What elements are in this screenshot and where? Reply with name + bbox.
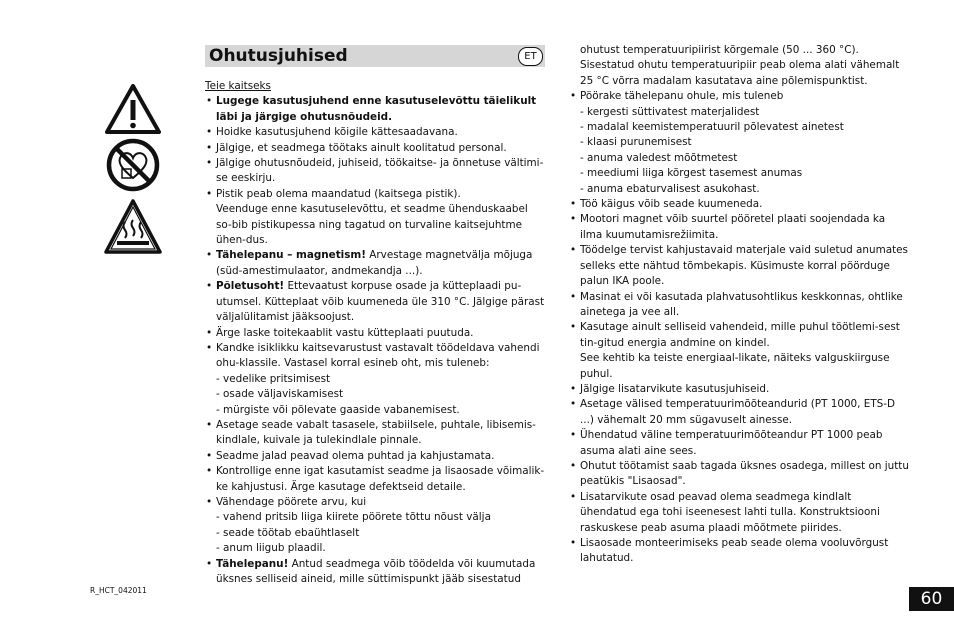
paragraph [569, 166, 909, 181]
body-text: Ohutut töötamist saab tagada üksnes osadega, millest on juttu peatükis "Lisaosad". [580, 459, 909, 488]
warning-triangle-icon [107, 86, 159, 132]
body-text: Lisatarvikute osad peavad olema seadmega kindlalt ühendatud ega tohi iseenesest lahti tulla. Konstruktsiooni raskuskese peab asuma plaadi mõõtmete piirides. [580, 490, 880, 534]
paragraph [205, 541, 545, 556]
emphasis-text: Põletusoht! [216, 280, 285, 293]
paragraph [569, 151, 909, 166]
emphasis-text: Tähelepanu – magnetism! [216, 249, 366, 262]
right-column [569, 43, 909, 567]
body-text: Vähendage pöörete arvu, kui [216, 495, 367, 508]
body-text: - meediumi liiga kõrgest tasemest anumas [580, 167, 803, 180]
bullet-item [205, 141, 545, 156]
body-text: - anum liigub plaadil. [216, 542, 326, 555]
bullet-item [569, 536, 909, 567]
body-text: Mootori magnet võib suurtel pööretel plaati soojendada ka ilma kuumutamisrežiimita. [580, 213, 886, 241]
body-text: Jälgige ohutusnõudeid, juhiseid, töökaitse- ja õnnetuse vältimi-se eeskirju. [216, 157, 544, 185]
body-text: Pöörake tähelepanu ohule, mis tuleneb [580, 90, 784, 103]
paragraph [569, 135, 909, 150]
document-id: R_HCT_042011 [90, 586, 147, 595]
hot-surface-icon [106, 201, 160, 252]
body-text: - anuma valedest mõõtmetest [580, 151, 738, 164]
body-text: Pistik peab olema maandatud (kaitsega pistik). [216, 187, 461, 200]
bullet-item [569, 428, 909, 459]
body-text: - klaasi purunemisest [580, 136, 692, 149]
paragraph [569, 43, 909, 89]
bullet-item [205, 279, 545, 325]
paragraph [569, 351, 909, 382]
bullet-item [569, 490, 909, 536]
bullet-item [569, 290, 909, 321]
body-text: Asetage välised temperatuurimõõteandurid (PT 1000, ETS-D ...) vähemalt 20 mm sügavuselt ainesse. [580, 398, 896, 426]
emphasis-text: Tähelepanu! [216, 557, 289, 570]
paragraph [205, 372, 545, 387]
bullet-item [205, 464, 545, 495]
body-text: - vedelike pritsimisest [216, 372, 331, 385]
body-text: Arvestage magnetvälja mõjuga (süd-amestimulaator, andmekandja ...). [216, 249, 533, 277]
bullet-item [205, 94, 545, 125]
emphasis-text: Lugege kasutusjuhend enne kasutuselevõttu täielikult läbi ja järgige ohutusnõudeid. [216, 95, 537, 123]
body-text: Ühendatud väline temperatuurimõõteandur PT 1000 peab asuma alati aine sees. [580, 429, 883, 457]
bullet-item [569, 243, 909, 289]
body-text: Kontrollige enne igat kasutamist seadme ja lisaosade võimalik-ke kahjustusi. Ärge kasutage defektseid detaile. [216, 465, 545, 493]
bullet-item [205, 187, 545, 202]
page-number: 60 [909, 587, 954, 611]
body-text: Hoidke kasutusjuhend kõigile kättesaadavana. [216, 126, 458, 139]
body-text: Ärge laske toitekaablit vastu kütteplaati puutuda. [216, 326, 474, 339]
bullet-item [569, 397, 909, 428]
bullet-item [569, 89, 909, 104]
body-text: Kasutage ainult selliseid vahendeid, mille puhul töötlemi-sest tin-gitud energia andmine on kindel. [580, 321, 900, 349]
bullet-item [205, 326, 545, 341]
body-text: Antud seadmega võib töödelda või kuumutada üksnes selliseid aineid, mille süttimispunkt jääb sisestatud [216, 557, 536, 585]
section-heading: Teie kaitseks [205, 80, 271, 92]
safety-icons [103, 82, 163, 261]
page-title: Ohutusjuhised [209, 46, 348, 66]
bullet-item [569, 197, 909, 212]
bullet-item [205, 495, 545, 510]
body-text: ohutust temperatuuripiirist kõrgemale (50 ... 360 °C). Sisestatud ohutu temperatuuripiir peab olema alati vähemalt 25 °C võrra madalam kasutatava aine põlemispunktist. [580, 44, 900, 87]
paragraph [569, 105, 909, 120]
paragraph [569, 182, 909, 197]
body-text: Töö käigus võib seade kuumeneda. [580, 198, 763, 211]
bullet-item [205, 418, 545, 449]
body-text: Ettevaatust korpuse osade ja kütteplaadi pu-utumsel. Kütteplaat võib kuumeneda üle 310 °C. Jälgige pärast väljalülitamist jääksoojust. [216, 280, 545, 324]
body-text: Jälgige lisatarvikute kasutusjuhiseid. [580, 382, 770, 395]
body-text: Seadme jalad peavad olema puhtad ja kahjustamata. [216, 449, 495, 462]
bullet-item [569, 459, 909, 490]
paragraph [205, 202, 545, 248]
body-text: Lisaosade monteerimiseks peab seade olema vooluvõrgust lahutatud. [580, 537, 889, 565]
bullet-item [205, 125, 545, 140]
paragraph [205, 526, 545, 541]
body-text: - seade töötab ebaühtlaselt [216, 526, 360, 539]
bullet-item [569, 212, 909, 243]
bullet-item [205, 449, 545, 464]
bullet-item [205, 557, 545, 588]
left-column [205, 79, 545, 587]
body-text: - anuma ebaturvalisest asukohast. [580, 182, 760, 195]
body-text: Masinat ei või kasutada plahvatusohtlikus keskkonnas, ohtlike ainetega ja vee all. [580, 290, 903, 318]
left-column-list [205, 94, 545, 587]
body-text: Jälgige, et seadmega töötaks ainult koolitatud personal. [216, 141, 507, 154]
body-text: - kergesti süttivatest materjalidest [580, 105, 760, 118]
bullet-item [569, 382, 909, 397]
body-text: Töödelge tervist kahjustavaid materjale vaid suletud anumates selleks ette nähtud tõmbekapis. Küsimuste korral pöörduge palun IKA poole. [580, 244, 908, 288]
paragraph [569, 120, 909, 135]
title-bar [205, 45, 545, 67]
paragraph [205, 510, 545, 525]
no-pacemaker-icon [109, 141, 157, 189]
body-text: See kehtib ka teiste energiaal-likate, näiteks valguskiirguse puhul. [580, 352, 890, 380]
body-text: Kandke isiklikku kaitsevarustust vastavalt töödeldava vahendi ohu-klassile. Vastasel korral esineb oht, mis tuleneb: [216, 341, 540, 370]
body-text: - vahend pritsib liiga kiirete pöörete tõttu nõust välja [216, 511, 491, 524]
body-text: - mürgiste või põlevate gaaside vabanemisest. [216, 403, 460, 416]
bullet-item [569, 320, 909, 351]
bullet-item [205, 341, 545, 372]
paragraph [205, 387, 545, 402]
bullet-item [205, 156, 545, 187]
body-text: - osade väljaviskamisest [216, 388, 344, 401]
safety-icons-svg [103, 82, 163, 257]
body-text: Asetage seade vabalt tasasele, stabiilsele, puhtale, libisemis-kindlale, kuivale ja tulekindlale pinnale. [216, 418, 536, 447]
bullet-item [205, 248, 545, 279]
language-badge: ET [518, 47, 543, 66]
body-text: - madalal keemistemperatuuril põlevatest ainetest [580, 121, 844, 134]
paragraph [205, 403, 545, 418]
body-text: Veenduge enne kasutuselevõttu, et seadme ühenduskaabel so-bib pistikupessa ning tagatud on turvaline kaitsejuhtme ühen-dus. [216, 203, 528, 247]
right-column-list [569, 43, 909, 567]
